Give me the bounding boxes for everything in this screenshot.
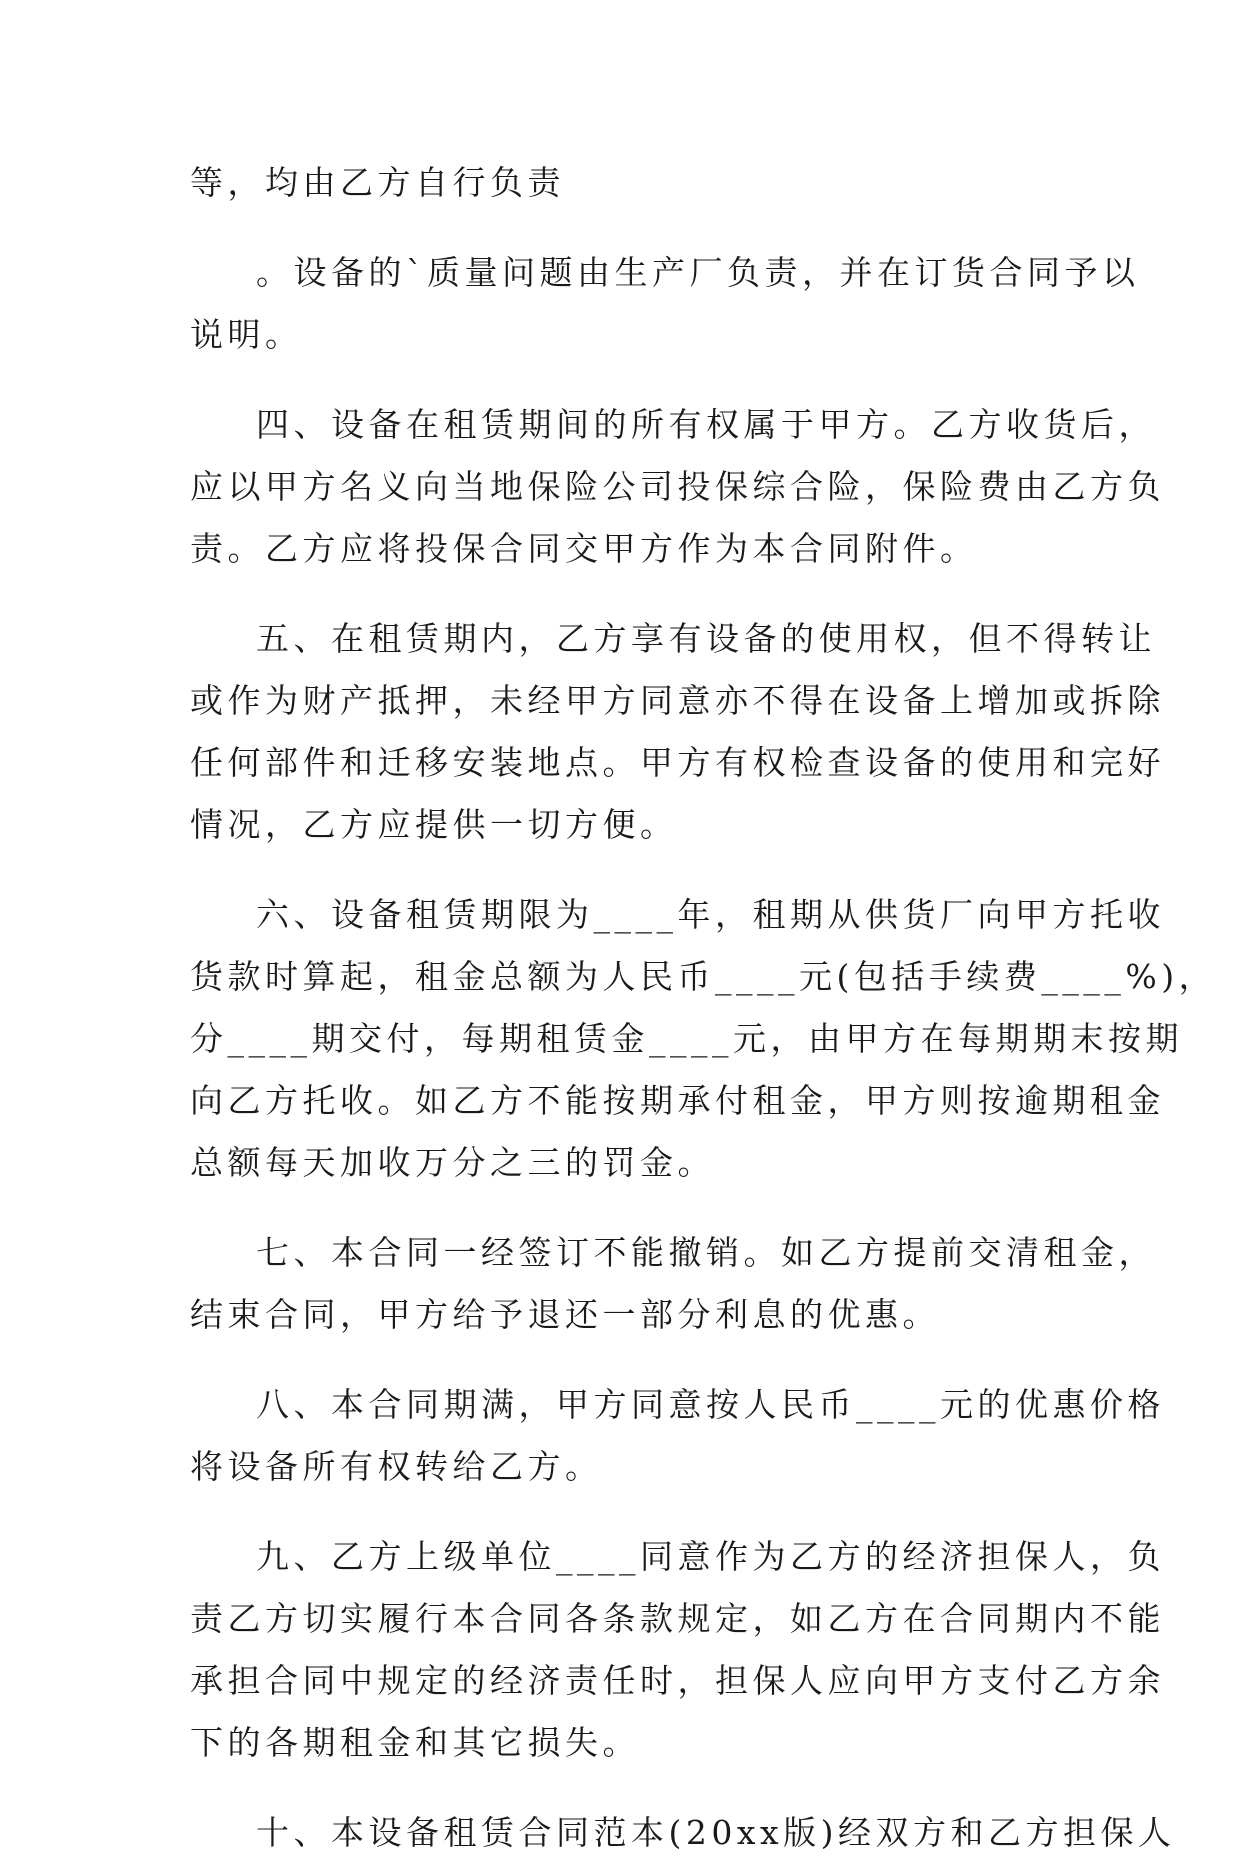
text-line: 说明。 [190, 315, 303, 354]
clause-10: 十、本设备租赁合同范本(20xx版)经双方和乙方担保人 [256, 1813, 1176, 1852]
clause-9: 九、乙方上级单位____同意作为乙方的经济担保人，负 [256, 1537, 1165, 1576]
text-line: 下的各期租金和其它损失。 [190, 1723, 640, 1762]
clause-5: 五、在租赁期内，乙方享有设备的使用权，但不得转让 [256, 619, 1156, 658]
text-line: 总额每天加收万分之三的罚金。 [190, 1143, 715, 1182]
clause-4: 四、设备在租赁期间的所有权属于甲方。乙方收货后， [256, 405, 1156, 444]
text-line: 。设备的`质量问题由生产厂负责，并在订货合同予以 [256, 253, 1140, 292]
text-line: 等，均由乙方自行负责 [190, 163, 565, 202]
text-line: 向乙方托收。如乙方不能按期承付租金，甲方则按逾期租金 [190, 1081, 1165, 1120]
text-line: 应以甲方名义向当地保险公司投保综合险，保险费由乙方负 [190, 467, 1165, 506]
text-line: 情况，乙方应提供一切方便。 [190, 805, 678, 844]
text-line: 责。乙方应将投保合同交甲方作为本合同附件。 [190, 529, 978, 568]
text-line: 结束合同，甲方给予退还一部分利息的优惠。 [190, 1295, 940, 1334]
text-line: 货款时算起，租金总额为人民币____元(包括手续费____%)， [190, 957, 1217, 996]
text-line: 任何部件和迁移安装地点。甲方有权检查设备的使用和完好 [190, 743, 1165, 782]
clause-7: 七、本合同一经签订不能撤销。如乙方提前交清租金， [256, 1233, 1156, 1272]
text-line: 或作为财产抵押，未经甲方同意亦不得在设备上增加或拆除 [190, 681, 1165, 720]
clause-8: 八、本合同期满，甲方同意按人民币____元的优惠价格 [256, 1385, 1165, 1424]
clause-6: 六、设备租赁期限为____年，租期从供货厂向甲方托收 [256, 895, 1165, 934]
text-line: 责乙方切实履行本合同各条款规定，如乙方在合同期内不能 [190, 1599, 1165, 1638]
document-body [190, 152, 1217, 1864]
text-line: 承担合同中规定的经济责任时，担保人应向甲方支付乙方余 [190, 1661, 1165, 1700]
text-line: 分____期交付，每期租赁金____元，由甲方在每期期末按期 [190, 1019, 1183, 1058]
text-line: 将设备所有权转给乙方。 [190, 1447, 603, 1486]
